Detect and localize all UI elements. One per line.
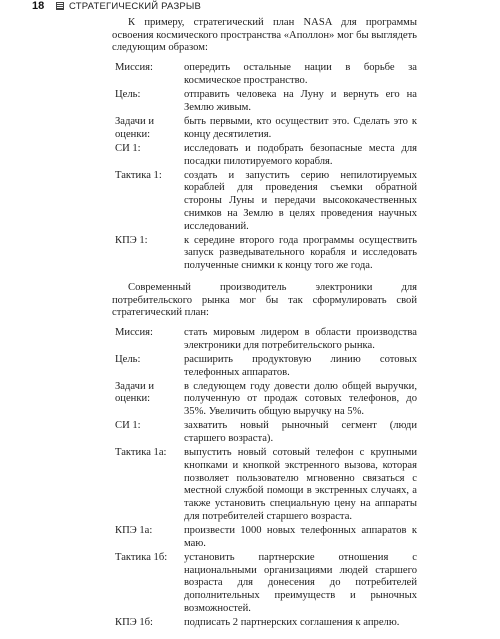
definition-row xyxy=(112,420,417,445)
definition-text: отправить человека на Луну и вернуть его на Землю живым. xyxy=(184,89,417,113)
definition-term: Миссия: xyxy=(115,62,153,74)
definition-text: расширить продуктовую линию сотовых телефонных аппаратов. xyxy=(184,353,417,378)
definition-term: КПЭ 1а: xyxy=(115,525,153,537)
definition-term: Задачи и оценки: xyxy=(115,115,154,140)
definition-term: Цель: xyxy=(115,89,141,101)
definition-row xyxy=(112,354,417,379)
header-square-icon xyxy=(56,2,64,10)
apollo-plan-list xyxy=(112,62,417,273)
definition-row xyxy=(112,525,417,550)
definition-row xyxy=(112,617,417,630)
definition-term: Задачи и оценки: xyxy=(115,380,154,405)
definition-row xyxy=(112,89,417,114)
definition-term: КПЭ 1б: xyxy=(115,616,153,628)
definition-text: захватить новый рыночный сегмент (люди старшего возраста). xyxy=(184,420,417,445)
definition-row xyxy=(112,552,417,616)
definition-text: исследовать и подобрать безопасные места для посадки пилотируемого корабля. xyxy=(184,142,417,167)
definition-row xyxy=(112,327,417,352)
intro-paragraph-1: К примеру, стратегический план NASA для программы освоения космического пространства «Аполлон» мог бы выглядеть следующим образом: xyxy=(112,17,417,54)
definition-row xyxy=(112,143,417,168)
definition-term: КПЭ 1: xyxy=(115,234,148,246)
definition-text: стать мировым лидером в области производства электроники для потребительского рынка. xyxy=(184,326,417,351)
page-header xyxy=(32,0,480,12)
definition-text: произвести 1000 новых телефонных аппаратов к маю. xyxy=(184,525,417,549)
definition-text: опередить остальные нации в борьбе за космическое пространство. xyxy=(184,62,417,86)
definition-term: Тактика 1б: xyxy=(115,551,168,563)
definition-text: быть первыми, кто осуществит это. Сделать это к концу десятилетия. xyxy=(184,115,417,140)
definition-term: СИ 1: xyxy=(115,420,141,432)
definition-term: Миссия: xyxy=(115,326,153,338)
page-content xyxy=(112,17,417,639)
definition-term: СИ 1: xyxy=(115,142,141,154)
page-number: 18 xyxy=(32,0,45,12)
definition-row xyxy=(112,170,417,234)
definition-text: к середине второго года программы осуществить запуск разведывательного корабля и исследовать полученные снимки к концу того же года. xyxy=(184,234,417,272)
definition-text: установить партнерские отношения с национальными организациями людей старшего возраста для донесения до потребителей дополнительных преимуществ и рыночных возможностей. xyxy=(184,551,417,614)
electronics-plan-list xyxy=(112,327,417,630)
definition-text: подписать 2 партнерских соглашения к апрелю. xyxy=(184,616,400,628)
running-title: СТРАТЕГИЧЕСКИЙ РАЗРЫВ xyxy=(69,0,202,12)
definition-term: Цель: xyxy=(115,353,141,365)
intro-paragraph-2: Современный производитель электроники для потребительского рынка мог бы так сформулировать свой стратегический план: xyxy=(112,281,417,319)
definition-row xyxy=(112,381,417,419)
definition-text: создать и запустить серию непилотируемых кораблей для проведения съемки обратной стороны Луны и передачи высококачественных снимков на Землю в целях проведения научных исследований. xyxy=(184,169,417,232)
definition-text: в следующем году довести долю общей выручки, полученную от продаж сотовых телефонов, до 35%. Увеличить общую выручку на 5%. xyxy=(184,380,417,418)
definition-row xyxy=(112,447,417,523)
definition-text: выпустить новый сотовый телефон с крупными кнопками и кнопкой экстренного вызова, которая позволяет пользователю мгновенно связаться с местной службой помощи в экстренных случаях, а также установить специальную цену на аппараты для потребителей старшего возраста. xyxy=(184,447,417,522)
definition-row xyxy=(112,116,417,141)
definition-row xyxy=(112,235,417,273)
definition-term: Тактика 1а: xyxy=(115,447,167,459)
definition-row xyxy=(112,62,417,87)
definition-term: Тактика 1: xyxy=(115,169,162,181)
